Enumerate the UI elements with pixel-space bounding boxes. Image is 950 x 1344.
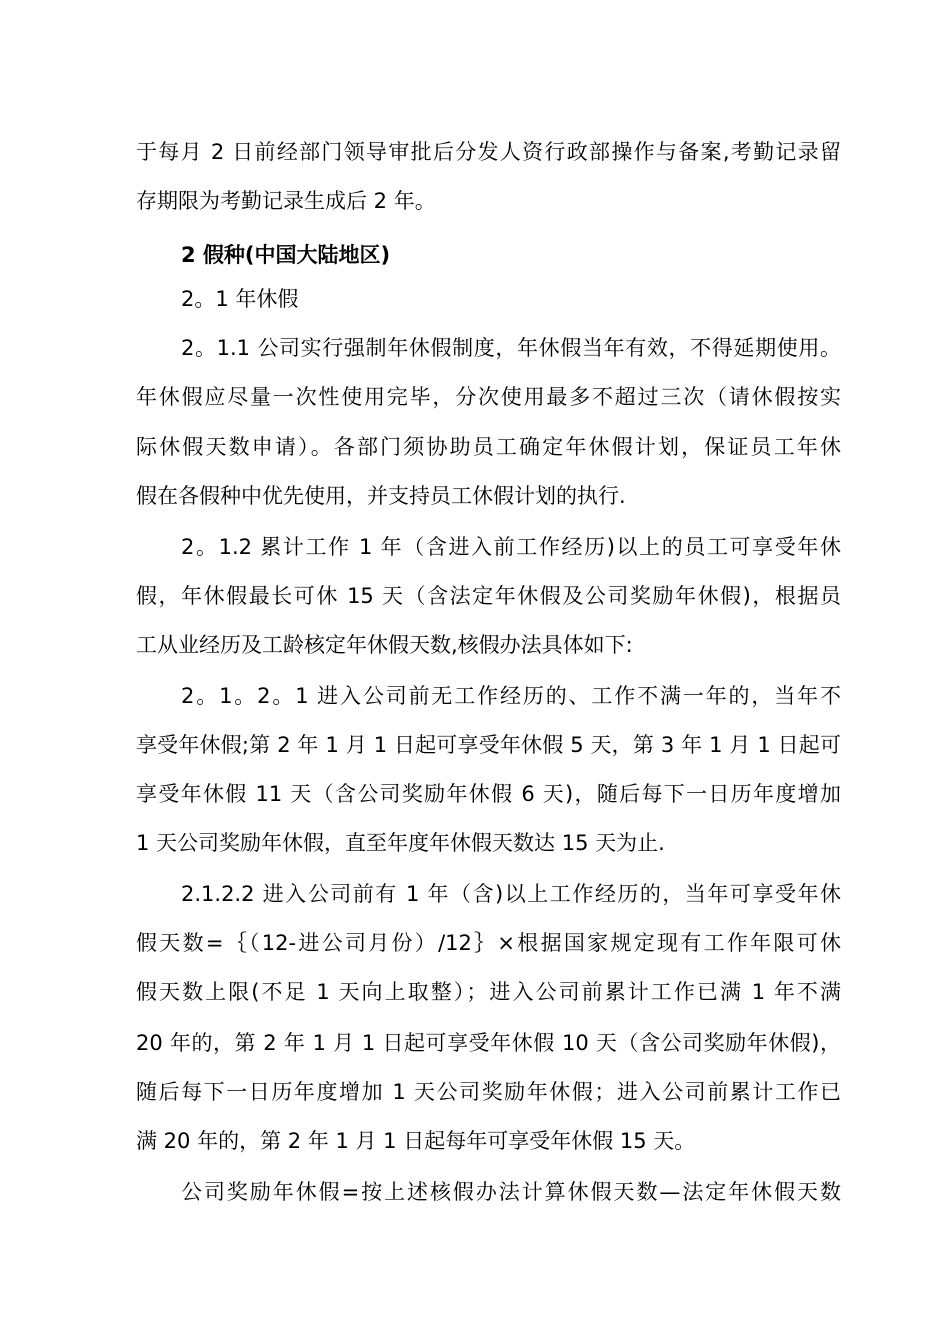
paragraph-line: 假，年休假最长可休 15 天（含法定年休假及公司奖励年休假)，根据员: [136, 584, 841, 608]
paragraph-line: 存期限为考勤记录生成后 2 年。: [136, 189, 436, 213]
paragraph-line: 于每月 2 日前经部门领导审批后分发人资行政部操作与备案,考勤记录留: [136, 140, 841, 164]
section-heading: 2 假种(中国大陆地区): [181, 243, 391, 267]
paragraph-line: 年休假应尽量一次性使用完毕，分次使用最多不超过三次（请休假按实: [136, 385, 841, 409]
paragraph-line: 际休假天数申请）。各部门须协助员工确定年休假计划，保证员工年休: [136, 435, 841, 459]
paragraph-line: 20 年的，第 2 年 1 月 1 日起可享受年休假 10 天（含公司奖励年休假)，: [136, 1031, 841, 1055]
paragraph-line: 2。1。2。1 进入公司前无工作经历的、工作不满一年的，当年不: [181, 684, 841, 708]
paragraph-line: 享受年休假;第 2 年 1 月 1 日起可享受年休假 5 天，第 3 年 1 月 1 日起可: [136, 733, 841, 757]
subsection-heading: 2。1 年休假: [181, 287, 299, 311]
paragraph-line: 2.1.2.2 进入公司前有 1 年（含)以上工作经历的，当年可享受年休: [181, 882, 841, 906]
paragraph-line: 2。1.1 公司实行强制年休假制度，年休假当年有效，不得延期使用。: [181, 336, 841, 360]
paragraph-line: 假天数=｛（12-进公司月份）/12｝×根据国家规定现有工作年限可休: [136, 931, 841, 955]
paragraph-line: 公司奖励年休假=按上述核假办法计算休假天数—法定年休假天数: [181, 1180, 841, 1204]
paragraph-line: 满 20 年的，第 2 年 1 月 1 日起每年可享受年休假 15 天。: [136, 1129, 696, 1153]
paragraph-line: 1 天公司奖励年休假，直至年度年休假天数达 15 天为止.: [136, 831, 665, 855]
paragraph-line: 随后每下一日历年度增加 1 天公司奖励年休假；进入公司前累计工作已: [136, 1080, 841, 1104]
paragraph-line: 假天数上限(不足 1 天向上取整）；进入公司前累计工作已满 1 年不满: [136, 980, 841, 1004]
paragraph-line: 享受年休假 11 天（含公司奖励年休假 6 天)，随后每下一日历年度增加: [136, 782, 841, 806]
paragraph-line: 工从业经历及工龄核定年休假天数,核假办法具体如下:: [136, 633, 633, 657]
paragraph-line: 2。1.2 累计工作 1 年（含进入前工作经历)以上的员工可享受年休: [181, 535, 841, 559]
paragraph-line: 假在各假种中优先使用，并支持员工休假计划的执行.: [136, 484, 626, 508]
